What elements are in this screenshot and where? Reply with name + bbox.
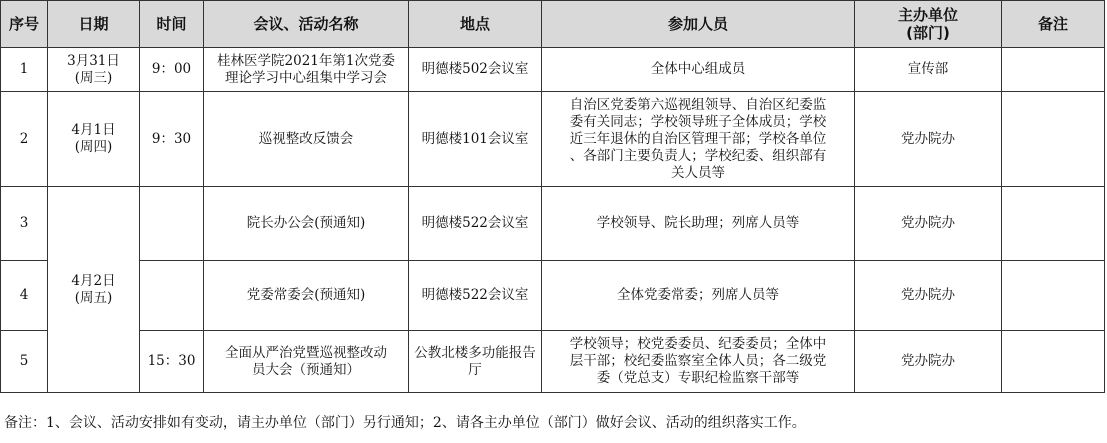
attendees-line: 全体党委常委；列席人员等 [617, 287, 779, 303]
table-row [1, 187, 1105, 261]
cell-host: 党办院办 [855, 187, 1002, 261]
cell-seq: 5 [1, 331, 48, 393]
date-line: 3月31日 [67, 52, 120, 69]
header-row [1, 1, 1105, 48]
attendees-line: 委（党总支）专职纪检监察干部等 [596, 370, 800, 386]
cell-seq: 1 [1, 48, 48, 92]
cell-time [140, 187, 204, 261]
header-host-line: 主办单位 [897, 6, 958, 24]
cell-attendees [542, 92, 855, 187]
cell-attendees [542, 331, 855, 393]
cell-date [48, 48, 140, 92]
header-host [855, 1, 1002, 48]
table-row [1, 261, 1105, 331]
cell-host: 党办院办 [855, 331, 1002, 393]
cell-name [204, 92, 409, 187]
name-line: 巡视整改反馈会 [258, 130, 354, 147]
name-line: 桂林医学院2021年第1次党委 [217, 52, 395, 69]
date-line: 4月2日 [71, 272, 116, 289]
cell-seq: 3 [1, 187, 48, 261]
attendees-line: 全体中心组成员 [650, 61, 746, 77]
cell-seq: 4 [1, 261, 48, 331]
cell-host: 党办院办 [855, 261, 1002, 331]
attendees-line: 学校领导、院长助理；列席人员等 [596, 215, 800, 231]
name-line: 院长办公会(预通知) [246, 215, 366, 231]
weekday-line: (周五) [74, 289, 113, 306]
cell-place: 明德楼101会议室 [409, 92, 542, 187]
cell-place: 明德楼502会议室 [409, 48, 542, 92]
cell-time: 15：30 [140, 331, 204, 393]
cell-date [48, 187, 140, 393]
name-line: 理论学习中心组集中学习会 [225, 69, 387, 86]
cell-name [204, 261, 409, 331]
weekday-line: (周三) [74, 69, 113, 86]
attendees-line: 学校领导；校党委委员、纪委委员；全体中 [569, 336, 827, 352]
cell-host: 党办院办 [855, 92, 1002, 187]
cell-attendees [542, 187, 855, 261]
cell-attendees [542, 48, 855, 92]
cell-note [1002, 261, 1105, 331]
header-time: 时间 [140, 1, 204, 48]
attendees-line: 近三年退休的自治区管理干部；学校各单位 [569, 130, 827, 147]
cell-place: 明德楼522会议室 [409, 187, 542, 261]
cell-name [204, 331, 409, 393]
table-row [1, 92, 1105, 187]
table-row [1, 48, 1105, 92]
cell-time [140, 261, 204, 331]
table-row [1, 331, 1105, 393]
cell-time: 9：30 [140, 92, 204, 187]
header-name: 会议、活动名称 [204, 1, 409, 48]
attendees-line: 、各部门主要负责人；学校纪委、组织部有 [569, 147, 827, 164]
attendees-line: 层干部；校纪委监察室全体人员；各二级党 [569, 353, 827, 369]
header-attendees: 参加人员 [542, 1, 855, 48]
cell-place: 公教北楼多功能报告厅 [409, 331, 542, 393]
cell-date [48, 92, 140, 187]
attendees-line: 委有关同志；学校领导班子全体成员；学校 [569, 113, 827, 130]
footer-note: 备注：1、会议、活动安排如有变动，请主办单位（部门）另行通知；2、请各主办单位（部门）做好会议、活动的组织落实工作。 [4, 415, 806, 431]
cell-note [1002, 48, 1105, 92]
header-place: 地点 [409, 1, 542, 48]
attendees-line: 自治区党委第六巡视组领导、自治区纪委监 [569, 96, 827, 113]
cell-attendees [542, 261, 855, 331]
cell-note [1002, 331, 1105, 393]
cell-time: 9：00 [140, 48, 204, 92]
weekday-line: (周四) [74, 139, 113, 155]
cell-seq: 2 [1, 92, 48, 187]
cell-name [204, 48, 409, 92]
header-host-line: (部门) [906, 24, 950, 42]
header-date: 日期 [48, 1, 140, 48]
cell-name [204, 187, 409, 261]
name-line: 全面从严治党暨巡视整改动 [225, 344, 387, 361]
header-note: 备注 [1002, 1, 1105, 48]
date-line: 4月1日 [71, 122, 116, 138]
cell-note [1002, 187, 1105, 261]
attendees-line: 关人员等 [671, 164, 725, 181]
header-seq: 序号 [1, 1, 48, 48]
cell-place: 明德楼522会议室 [409, 261, 542, 331]
cell-note [1002, 92, 1105, 187]
name-line: 党委常委会(预通知) [246, 287, 366, 303]
name-line: 员大会（预通知） [252, 361, 360, 378]
cell-host: 宣传部 [855, 48, 1002, 92]
